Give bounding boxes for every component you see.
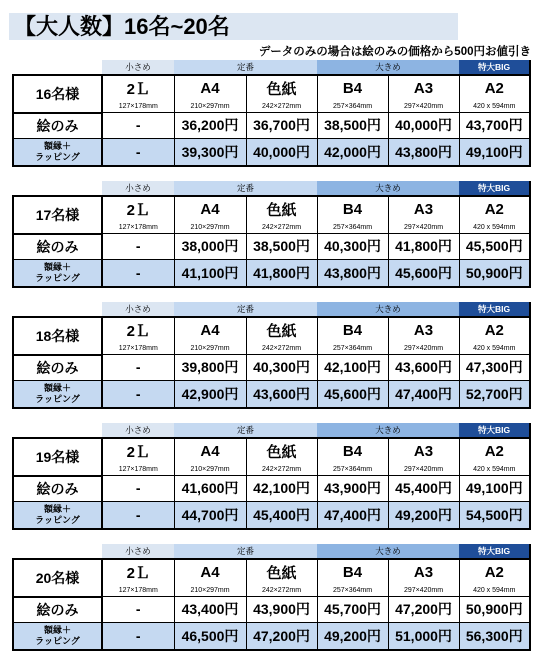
format-dimensions: 257×364mm <box>317 221 388 234</box>
picture-only-price: - <box>102 355 174 381</box>
framed-wrapping-label <box>13 138 102 166</box>
format-name: A4 <box>174 317 246 342</box>
format-name: 2Ｌ <box>102 75 174 100</box>
format-dimensions: 420 x 594mm <box>459 100 530 113</box>
format-name: A2 <box>459 438 530 463</box>
picture-only-price: - <box>102 597 174 623</box>
price-table <box>12 544 531 651</box>
framed-price: 40,000円 <box>246 138 317 166</box>
format-dimensions: 127×178mm <box>102 584 174 597</box>
format-dimensions: 297×420mm <box>388 342 459 355</box>
header-spacer <box>13 181 102 196</box>
framed-price: 47,400円 <box>317 501 388 529</box>
framed-price: - <box>102 138 174 166</box>
picture-only-price: 45,700円 <box>317 597 388 623</box>
picture-only-price: 50,900円 <box>459 597 530 623</box>
picture-only-price: 43,700円 <box>459 113 530 139</box>
price-table <box>12 181 531 288</box>
picture-only-price: 38,500円 <box>246 234 317 260</box>
format-dimensions: 210×297mm <box>174 342 246 355</box>
picture-only-price: 41,600円 <box>174 476 246 502</box>
people-count-label: 19名様 <box>13 438 102 476</box>
people-count-label: 17名様 <box>13 196 102 234</box>
format-name: 2Ｌ <box>102 559 174 584</box>
header-spacer <box>13 302 102 317</box>
category-header: 定番 <box>174 544 317 559</box>
framed-label-line2: ラッピング <box>35 514 80 525</box>
picture-only-price: 43,900円 <box>317 476 388 502</box>
format-dimensions: 242×272mm <box>246 584 317 597</box>
format-dimensions: 242×272mm <box>246 342 317 355</box>
picture-only-price: 36,700円 <box>246 113 317 139</box>
picture-only-price: 45,500円 <box>459 234 530 260</box>
format-dimensions: 257×364mm <box>317 342 388 355</box>
framed-wrapping-label <box>13 380 102 408</box>
framed-price: 45,400円 <box>246 501 317 529</box>
framed-price: - <box>102 259 174 287</box>
category-header: 定番 <box>174 60 317 75</box>
format-dimensions: 127×178mm <box>102 100 174 113</box>
picture-only-label: 絵のみ <box>13 355 102 381</box>
picture-only-price: - <box>102 113 174 139</box>
page-title: 【大人数】16名~20名 <box>14 14 230 39</box>
format-name: A2 <box>459 317 530 342</box>
format-name: B4 <box>317 559 388 584</box>
format-dimensions: 257×364mm <box>317 463 388 476</box>
picture-only-price: - <box>102 476 174 502</box>
category-header: 大きめ <box>317 60 459 75</box>
format-dimensions: 242×272mm <box>246 221 317 234</box>
format-name: A2 <box>459 75 530 100</box>
format-name: A3 <box>388 317 459 342</box>
framed-label-line2: ラッピング <box>35 635 80 646</box>
price-table <box>12 302 531 409</box>
framed-price: 45,600円 <box>388 259 459 287</box>
format-dimensions: 297×420mm <box>388 221 459 234</box>
people-count-label: 20名様 <box>13 559 102 597</box>
category-header: 特大BIG <box>459 423 530 438</box>
format-dimensions: 420 x 594mm <box>459 221 530 234</box>
framed-price: 42,000円 <box>317 138 388 166</box>
framed-price: 50,900円 <box>459 259 530 287</box>
format-name: 2Ｌ <box>102 317 174 342</box>
framed-price: 47,200円 <box>246 622 317 650</box>
format-name: A4 <box>174 75 246 100</box>
header-spacer <box>13 60 102 75</box>
category-header: 大きめ <box>317 423 459 438</box>
category-header: 特大BIG <box>459 181 530 196</box>
framed-label-line2: ラッピング <box>35 393 80 404</box>
format-name: B4 <box>317 75 388 100</box>
framed-price: 49,100円 <box>459 138 530 166</box>
format-name: A2 <box>459 196 530 221</box>
framed-price: 46,500円 <box>174 622 246 650</box>
format-dimensions: 127×178mm <box>102 342 174 355</box>
framed-price: - <box>102 380 174 408</box>
category-header: 大きめ <box>317 302 459 317</box>
people-count-label: 18名様 <box>13 317 102 355</box>
format-name: A3 <box>388 75 459 100</box>
picture-only-price: 41,800円 <box>388 234 459 260</box>
format-dimensions: 210×297mm <box>174 463 246 476</box>
format-name: A4 <box>174 438 246 463</box>
picture-only-label: 絵のみ <box>13 113 102 139</box>
framed-price: 43,800円 <box>317 259 388 287</box>
framed-label-line1: 額縁＋ <box>43 261 71 272</box>
framed-label-line2: ラッピング <box>35 272 80 283</box>
format-dimensions: 210×297mm <box>174 584 246 597</box>
framed-price: 45,600円 <box>317 380 388 408</box>
format-name: A4 <box>174 196 246 221</box>
discount-note: データのみの場合は絵のみの価格から500円お値引き <box>258 46 531 58</box>
framed-wrapping-label <box>13 501 102 529</box>
framed-wrapping-label <box>13 622 102 650</box>
framed-price: 49,200円 <box>317 622 388 650</box>
framed-price: 41,100円 <box>174 259 246 287</box>
category-header: 定番 <box>174 302 317 317</box>
category-header: 大きめ <box>317 544 459 559</box>
picture-only-label: 絵のみ <box>13 234 102 260</box>
format-dimensions: 420 x 594mm <box>459 463 530 476</box>
picture-only-price: 42,100円 <box>246 476 317 502</box>
picture-only-price: - <box>102 234 174 260</box>
format-dimensions: 420 x 594mm <box>459 342 530 355</box>
picture-only-price: 45,400円 <box>388 476 459 502</box>
format-name: A3 <box>388 438 459 463</box>
format-dimensions: 210×297mm <box>174 221 246 234</box>
category-header: 小さめ <box>102 302 174 317</box>
format-name: 色紙 <box>246 75 317 100</box>
format-dimensions: 127×178mm <box>102 221 174 234</box>
format-dimensions: 242×272mm <box>246 463 317 476</box>
header-spacer <box>13 544 102 559</box>
category-header: 定番 <box>174 181 317 196</box>
format-name: 色紙 <box>246 317 317 342</box>
price-table <box>12 423 531 530</box>
framed-price: 49,200円 <box>388 501 459 529</box>
format-name: A4 <box>174 559 246 584</box>
format-name: 2Ｌ <box>102 438 174 463</box>
framed-price: 56,300円 <box>459 622 530 650</box>
framed-label-line1: 額縁＋ <box>43 382 71 393</box>
format-dimensions: 210×297mm <box>174 100 246 113</box>
framed-price: 51,000円 <box>388 622 459 650</box>
people-count-label: 16名様 <box>13 75 102 113</box>
picture-only-price: 47,200円 <box>388 597 459 623</box>
framed-label-line2: ラッピング <box>35 151 80 162</box>
format-name: B4 <box>317 438 388 463</box>
framed-price: 44,700円 <box>174 501 246 529</box>
framed-wrapping-label <box>13 259 102 287</box>
format-dimensions: 257×364mm <box>317 584 388 597</box>
picture-only-price: 43,600円 <box>388 355 459 381</box>
framed-price: 54,500円 <box>459 501 530 529</box>
picture-only-price: 43,900円 <box>246 597 317 623</box>
picture-only-price: 49,100円 <box>459 476 530 502</box>
framed-label-line1: 額縁＋ <box>43 624 71 635</box>
framed-price: 41,800円 <box>246 259 317 287</box>
picture-only-price: 38,500円 <box>317 113 388 139</box>
format-name: B4 <box>317 196 388 221</box>
format-dimensions: 242×272mm <box>246 100 317 113</box>
category-header: 特大BIG <box>459 60 530 75</box>
category-header: 小さめ <box>102 544 174 559</box>
framed-price: - <box>102 501 174 529</box>
format-dimensions: 257×364mm <box>317 100 388 113</box>
format-name: 2Ｌ <box>102 196 174 221</box>
picture-only-price: 40,300円 <box>317 234 388 260</box>
header-spacer <box>13 423 102 438</box>
picture-only-price: 39,800円 <box>174 355 246 381</box>
picture-only-price: 43,400円 <box>174 597 246 623</box>
picture-only-label: 絵のみ <box>13 476 102 502</box>
picture-only-price: 40,300円 <box>246 355 317 381</box>
category-header: 小さめ <box>102 60 174 75</box>
picture-only-price: 40,000円 <box>388 113 459 139</box>
category-header: 定番 <box>174 423 317 438</box>
framed-price: - <box>102 622 174 650</box>
picture-only-label: 絵のみ <box>13 597 102 623</box>
format-name: 色紙 <box>246 559 317 584</box>
format-name: A2 <box>459 559 530 584</box>
framed-label-line1: 額縁＋ <box>43 140 71 151</box>
category-header: 小さめ <box>102 181 174 196</box>
format-name: 色紙 <box>246 196 317 221</box>
price-table <box>12 60 531 167</box>
format-dimensions: 420 x 594mm <box>459 584 530 597</box>
framed-label-line1: 額縁＋ <box>43 503 71 514</box>
format-name: B4 <box>317 317 388 342</box>
framed-price: 47,400円 <box>388 380 459 408</box>
framed-price: 43,800円 <box>388 138 459 166</box>
framed-price: 39,300円 <box>174 138 246 166</box>
picture-only-price: 38,000円 <box>174 234 246 260</box>
framed-price: 52,700円 <box>459 380 530 408</box>
format-dimensions: 297×420mm <box>388 584 459 597</box>
category-header: 特大BIG <box>459 302 530 317</box>
format-name: A3 <box>388 196 459 221</box>
picture-only-price: 36,200円 <box>174 113 246 139</box>
format-name: 色紙 <box>246 438 317 463</box>
category-header: 小さめ <box>102 423 174 438</box>
picture-only-price: 47,300円 <box>459 355 530 381</box>
format-name: A3 <box>388 559 459 584</box>
format-dimensions: 297×420mm <box>388 100 459 113</box>
picture-only-price: 42,100円 <box>317 355 388 381</box>
format-dimensions: 297×420mm <box>388 463 459 476</box>
category-header: 大きめ <box>317 181 459 196</box>
format-dimensions: 127×178mm <box>102 463 174 476</box>
framed-price: 42,900円 <box>174 380 246 408</box>
category-header: 特大BIG <box>459 544 530 559</box>
framed-price: 43,600円 <box>246 380 317 408</box>
